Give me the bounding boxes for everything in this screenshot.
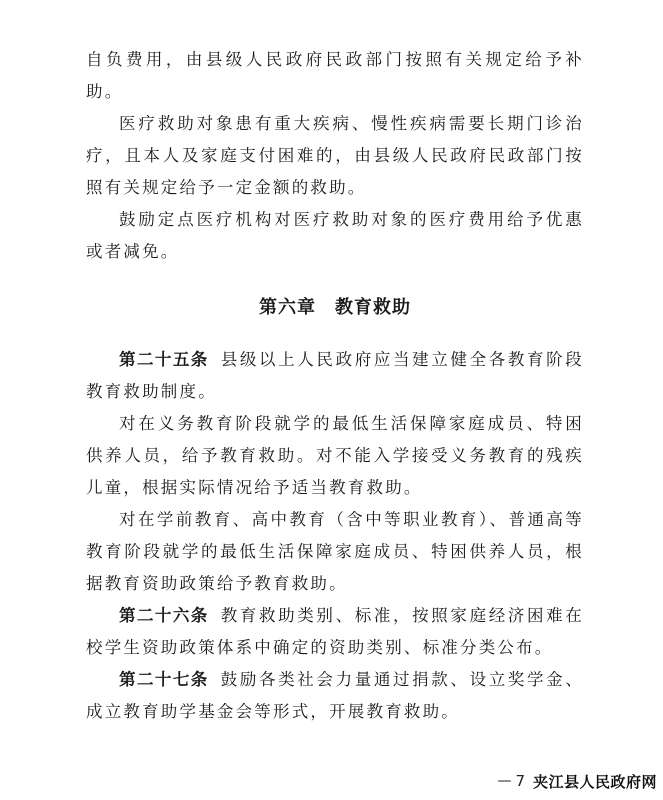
site-watermark: 夹江县人民政府网 [532, 772, 657, 791]
paragraph-other-education: 对在学前教育、高中教育（含中等职业教育）、普通高等教育阶段就学的最低生活保障家庭成员、特困供养人员，根据教育资助政策给予教育救助。 [86, 510, 584, 593]
document-body [86, 44, 584, 728]
paragraph-continuation: 自负费用，由县级人民政府民政部门按照有关规定给予补助。 [86, 50, 584, 101]
paragraph-compulsory-education: 对在义务教育阶段就学的最低生活保障家庭成员、特困供养人员，给予教育救助。对不能入学接受义务教育的残疾儿童，根据实际情况给予适当教育救助。 [86, 414, 584, 497]
article-25 [86, 344, 584, 408]
page-footer [497, 768, 657, 794]
paragraph-medical-aid-outpatient: 医疗救助对象患有重大疾病、慢性疾病需要长期门诊治疗，且本人及家庭支付困难的，由县级人民政府民政部门按照有关规定给予一定金额的救助。 [86, 114, 584, 197]
article-text: 鼓励各类社会力量通过捐款、设立奖学金、成立教育助学基金会等形式，开展教育救助。 [86, 670, 584, 721]
page-number: 7 [515, 772, 525, 790]
article-number: 第二十五条 [119, 350, 209, 369]
article-number: 第二十七条 [119, 670, 209, 689]
article-text: 教育救助类别、标准，按照家庭经济困难在校学生资助政策体系中确定的资助类别、标准分类公布。 [86, 606, 584, 657]
article-text: 县级以上人民政府应当建立健全各教育阶段教育救助制度。 [86, 350, 584, 401]
article-number: 第二十六条 [119, 606, 209, 625]
article-27 [86, 664, 584, 728]
article-26 [86, 600, 584, 664]
page-number-dash: — [497, 773, 512, 789]
paragraph-medical-discount: 鼓励定点医疗机构对医疗救助对象的医疗费用给予优惠或者减免。 [86, 210, 584, 261]
chapter-title: 第六章 教育救助 [259, 297, 411, 318]
